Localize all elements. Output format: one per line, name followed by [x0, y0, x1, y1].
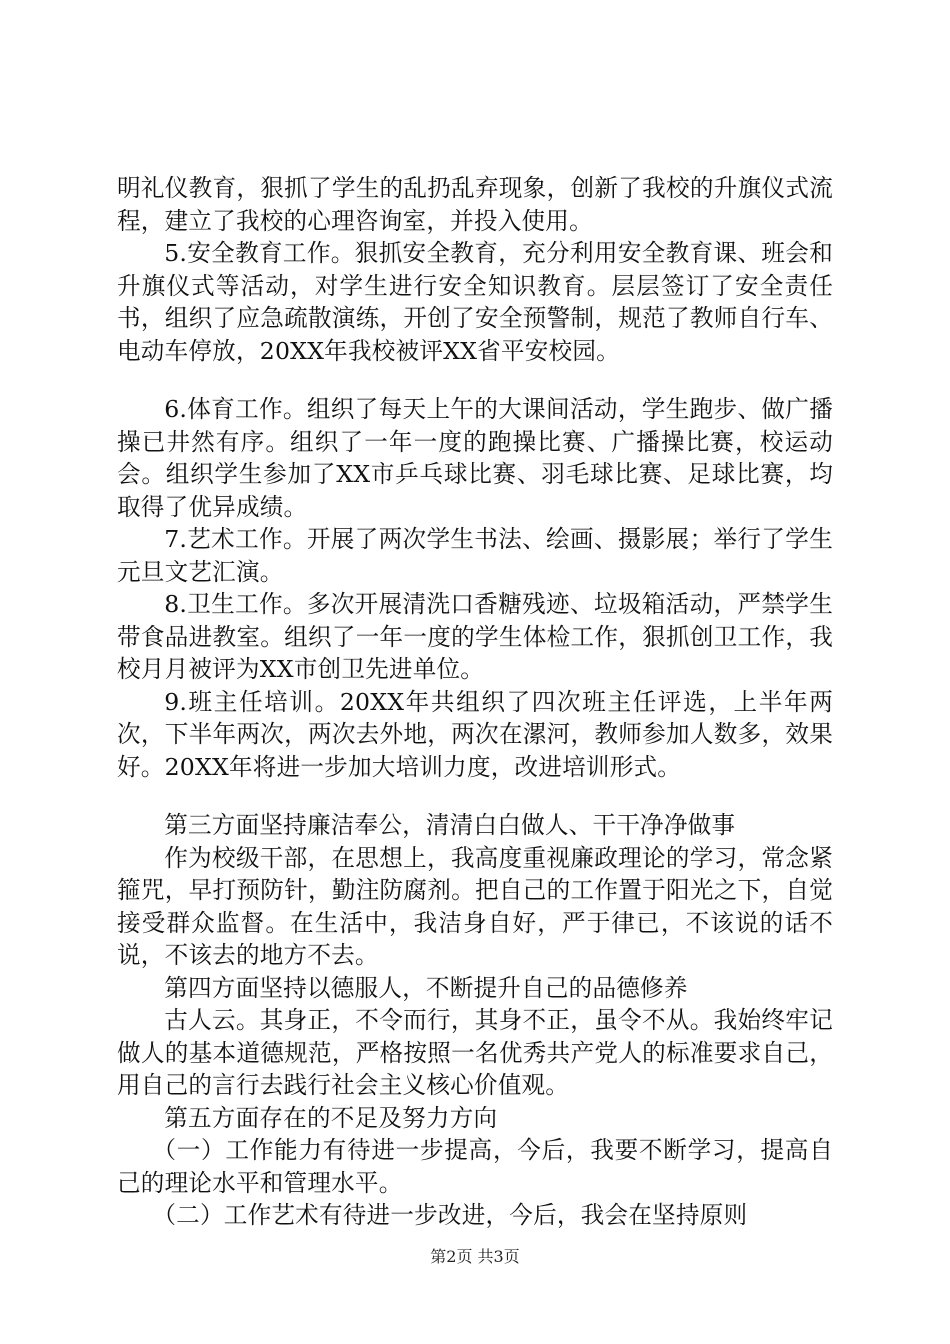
page-footer — [0, 1244, 950, 1267]
paragraph-shortcoming-one: （一）工作能力有待进一步提高，今后，我要不断学习，提高自己的理论水平和管理水平。 — [117, 1136, 833, 1197]
paragraph-integrity: 作为校级干部，在思想上，我高度重视廉政理论的学习，常念紧箍咒，早打预防针，勤注防腐剂。把自己的工作置于阳光之下，自觉接受群众监督。在生活中，我洁身自好，严于律已，不该说的话不说，不该去的地方不去。 — [117, 843, 833, 969]
paragraph-continuation: 明礼仪教育，狠抓了学生的乱扔乱弃现象，创新了我校的升旗仪式流程，建立了我校的心理咨询室，并投入使用。 — [117, 174, 833, 235]
heading-section-five: 第五方面存在的不足及努力方向 — [164, 1103, 498, 1132]
paragraph-teacher-training: 9.班主任培训。20XX年共组织了四次班主任评选，上半年两次，下半年两次，两次去外地，两次在漯河，教师参加人数多，效果好。20XX年将进一步加大培训力度，改进培训形式。 — [117, 687, 833, 781]
heading-section-four: 第四方面坚持以德服人，不断提升自己的品德修养 — [164, 973, 688, 1002]
paragraph-sports: 6.体育工作。组织了每天上午的大课间活动，学生跑步、做广播操已井然有序。组织了一年一度的跑操比赛、广播操比赛，校运动会。组织学生参加了XX市乒乓球比赛、羽毛球比赛、足球比赛，均取得了优异成绩。 — [117, 395, 833, 521]
paragraph-safety-education: 5.安全教育工作。狠抓安全教育，充分利用安全教育课、班会和升旗仪式等活动，对学生进行安全知识教育。层层签订了安全责任书，组织了应急疏散演练，开创了安全预警制，规范了教师自行车、电动车停放，20XX年我校被评XX省平安校园。 — [117, 239, 833, 365]
heading-section-three: 第三方面坚持廉洁奉公，清清白白做人、干干净净做事 — [164, 811, 736, 839]
document-body — [117, 172, 833, 1232]
paragraph-arts: 7.艺术工作。开展了两次学生书法、绘画、摄影展；举行了学生元旦文艺汇演。 — [117, 525, 833, 586]
paragraph-morality: 古人云。其身正，不令而行，其身不正，虽令不从。我始终牢记做人的基本道德规范，严格按照一名优秀共产党人的标准要求自己，用自己的言行去践行社会主义核心价值观。 — [117, 1006, 833, 1099]
paragraph-hygiene: 8.卫生工作。多次开展清洗口香糖残迹、垃圾箱活动，严禁学生带食品进教室。组织了一年一度的学生体检工作，狠抓创卫工作，我校月月被评为XX市创卫先进单位。 — [117, 590, 833, 683]
page-number-label: 第2页 共3页 — [430, 1247, 520, 1266]
paragraph-shortcoming-two: （二）工作艺术有待进一步改进，今后，我会在坚持原则 — [152, 1201, 748, 1229]
